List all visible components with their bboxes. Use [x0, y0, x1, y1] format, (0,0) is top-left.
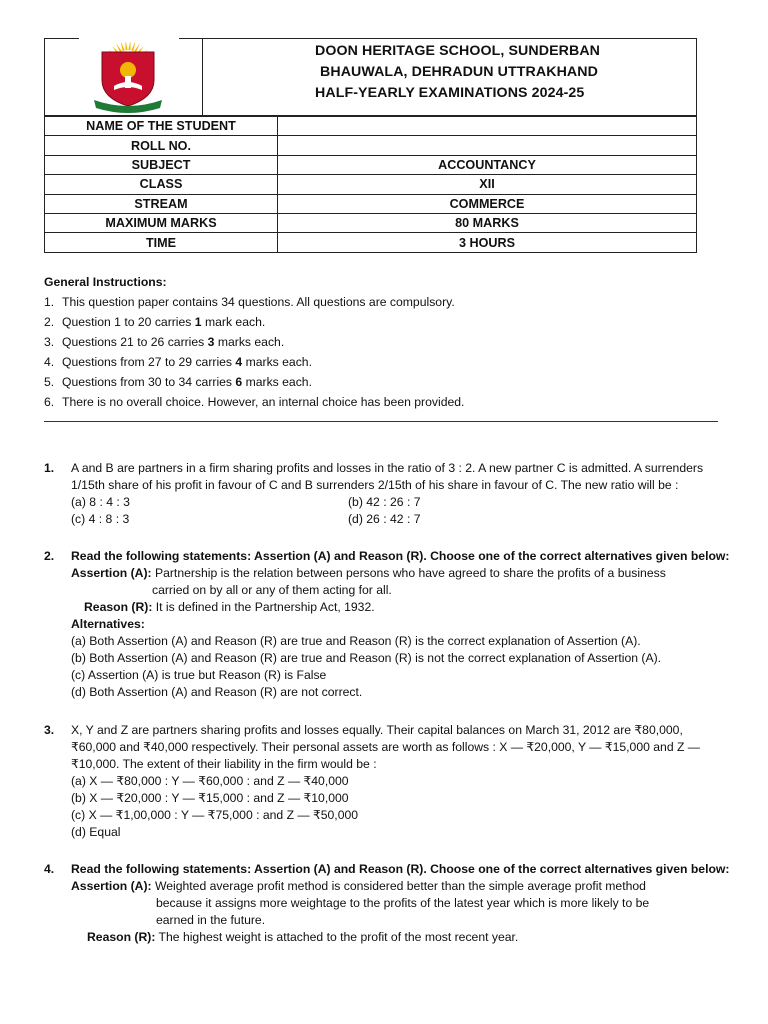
assertion-text: Partnership is the relation between persons who have agreed to share the profits of a business [151, 566, 666, 580]
info-row [45, 155, 697, 174]
instruction-item [44, 372, 744, 392]
instruction-marks: 4 [235, 355, 243, 369]
logo-cell [45, 39, 203, 115]
info-value: ACCOUNTANCY [278, 155, 697, 174]
instruction-text: marks each. [242, 375, 312, 389]
option-d: (d) 26 : 42 : 7 [348, 512, 421, 526]
school-crest-icon [90, 42, 166, 114]
question-text: X, Y and Z are partners sharing profits and losses equally. Their capital balances on March 31, 2012 are ₹80,000, [71, 723, 683, 737]
info-value: XII [278, 175, 697, 194]
instruction-number: 6. [44, 395, 55, 409]
assertion-label: Assertion (A): [71, 879, 152, 893]
instruction-number: 5. [44, 375, 55, 389]
instruction-number: 3. [44, 335, 55, 349]
instructions-heading: General Instructions: [44, 275, 167, 289]
info-row [45, 233, 697, 252]
school-titles [315, 41, 695, 104]
instruction-text: mark each. [201, 315, 266, 329]
reason-text: It is defined in the Partnership Act, 1932. [152, 600, 375, 614]
reason-text: The highest weight is attached to the profit of the most recent year. [155, 930, 519, 944]
info-value: 80 MARKS [278, 213, 697, 232]
question-number: 2. [44, 549, 55, 563]
question-text: A and B are partners in a firm sharing profits and losses in the ratio of 3 : 2. A new partner C is admitted. A surrenders [71, 461, 704, 475]
info-row [45, 175, 697, 194]
info-key: CLASS [45, 175, 278, 194]
info-value [278, 117, 697, 136]
student-info-table [44, 116, 697, 253]
question-number: 4. [44, 862, 55, 876]
info-row [45, 194, 697, 213]
instruction-text: Questions 21 to 26 carries [62, 335, 208, 349]
instruction-text: There is no overall choice. However, an internal choice has been provided. [62, 395, 465, 409]
info-key: SUBJECT [45, 155, 278, 174]
instruction-number: 4. [44, 355, 55, 369]
info-row [45, 213, 697, 232]
reason-label: Reason (R): [84, 600, 153, 614]
reason-label: Reason (R): [87, 930, 156, 944]
info-row [45, 117, 697, 136]
instruction-item [44, 352, 744, 372]
assertion-text-cont: earned in the future. [156, 913, 266, 927]
separator-line [44, 421, 718, 422]
option-c: (c) X — ₹1,00,000 : Y — ₹75,000 : and Z — ₹50,000 [71, 808, 359, 822]
option-d: (d) Equal [71, 825, 121, 839]
exam-header [44, 38, 697, 116]
info-row [45, 136, 697, 155]
instruction-item [44, 312, 744, 332]
instruction-marks: 6 [235, 375, 243, 389]
question-text: ₹10,000. The extent of their liability in the firm would be : [71, 757, 377, 771]
question-number: 1. [44, 461, 55, 475]
option-d: (d) Both Assertion (A) and Reason (R) are not correct. [71, 685, 363, 699]
info-key: NAME OF THE STUDENT [45, 117, 278, 136]
instruction-text: This question paper contains 34 questions. All questions are compulsory. [62, 295, 455, 309]
assertion-label: Assertion (A): [71, 566, 152, 580]
question-number: 3. [44, 723, 55, 737]
question-lead: Read the following statements: Assertion (A) and Reason (R). Choose one of the correct alternatives given below: [71, 862, 730, 876]
instruction-marks: 3 [207, 335, 215, 349]
instruction-text: Questions from 30 to 34 carries [62, 375, 236, 389]
instruction-number: 2. [44, 315, 55, 329]
info-key: TIME [45, 233, 278, 252]
info-value: 3 HOURS [278, 233, 697, 252]
instruction-text: Questions from 27 to 29 carries [62, 355, 236, 369]
general-instructions [44, 272, 744, 412]
info-key: STREAM [45, 194, 278, 213]
option-c: (c) Assertion (A) is true but Reason (R) is False [71, 668, 327, 682]
info-value [278, 136, 697, 155]
instruction-text: marks each. [242, 355, 312, 369]
school-name: DOON HERITAGE SCHOOL, SUNDERBAN [315, 43, 601, 59]
question-lead: Read the following statements: Assertion (A) and Reason (R). Choose one of the correct alternatives given below: [71, 549, 730, 563]
option-c: (c) 4 : 8 : 3 [71, 512, 130, 526]
instruction-item [44, 332, 744, 352]
question-text: 1/15th share of his profit in favour of C and B surrenders 2/15th of his share in favour of C. The new ratio will be : [71, 478, 679, 492]
instruction-marks: 1 [194, 315, 202, 329]
option-a: (a) 8 : 4 : 3 [71, 495, 130, 509]
option-a: (a) Both Assertion (A) and Reason (R) are true and Reason (R) is the correct explanation of Assertion (A). [71, 634, 641, 648]
info-key: MAXIMUM MARKS [45, 213, 278, 232]
assertion-text-cont: carried on by all or any of them acting for all. [152, 583, 392, 597]
info-key: ROLL NO. [45, 136, 278, 155]
option-b: (b) Both Assertion (A) and Reason (R) are true and Reason (R) is not the correct explanation of Assertion (A). [71, 651, 662, 665]
assertion-text: Weighted average profit method is considered better than the simple average profit method [151, 879, 646, 893]
option-b: (b) X — ₹20,000 : Y — ₹15,000 : and Z — ₹10,000 [71, 791, 349, 805]
instruction-item [44, 392, 744, 412]
instruction-text: Question 1 to 20 carries [62, 315, 195, 329]
exam-title: HALF-YEARLY EXAMINATIONS 2024-25 [315, 85, 585, 101]
assertion-text-cont: because it assigns more weightage to the profits of the latest year which is more likely to be [156, 896, 650, 910]
alternatives-label: Alternatives: [71, 617, 145, 631]
option-b: (b) 42 : 26 : 7 [348, 495, 421, 509]
instructions-list [44, 292, 744, 412]
question-text: ₹60,000 and ₹40,000 respectively. Their personal assets are worth as follows : X — ₹20,000, Y — ₹15,000 and Z — [71, 740, 700, 754]
info-value: COMMERCE [278, 194, 697, 213]
instruction-number: 1. [44, 295, 55, 309]
instruction-item [44, 292, 744, 312]
option-a: (a) X — ₹80,000 : Y — ₹60,000 : and Z — ₹40,000 [71, 774, 349, 788]
instruction-text: marks each. [214, 335, 285, 349]
school-address: BHAUWALA, DEHRADUN UTTRAKHAND [320, 64, 598, 80]
